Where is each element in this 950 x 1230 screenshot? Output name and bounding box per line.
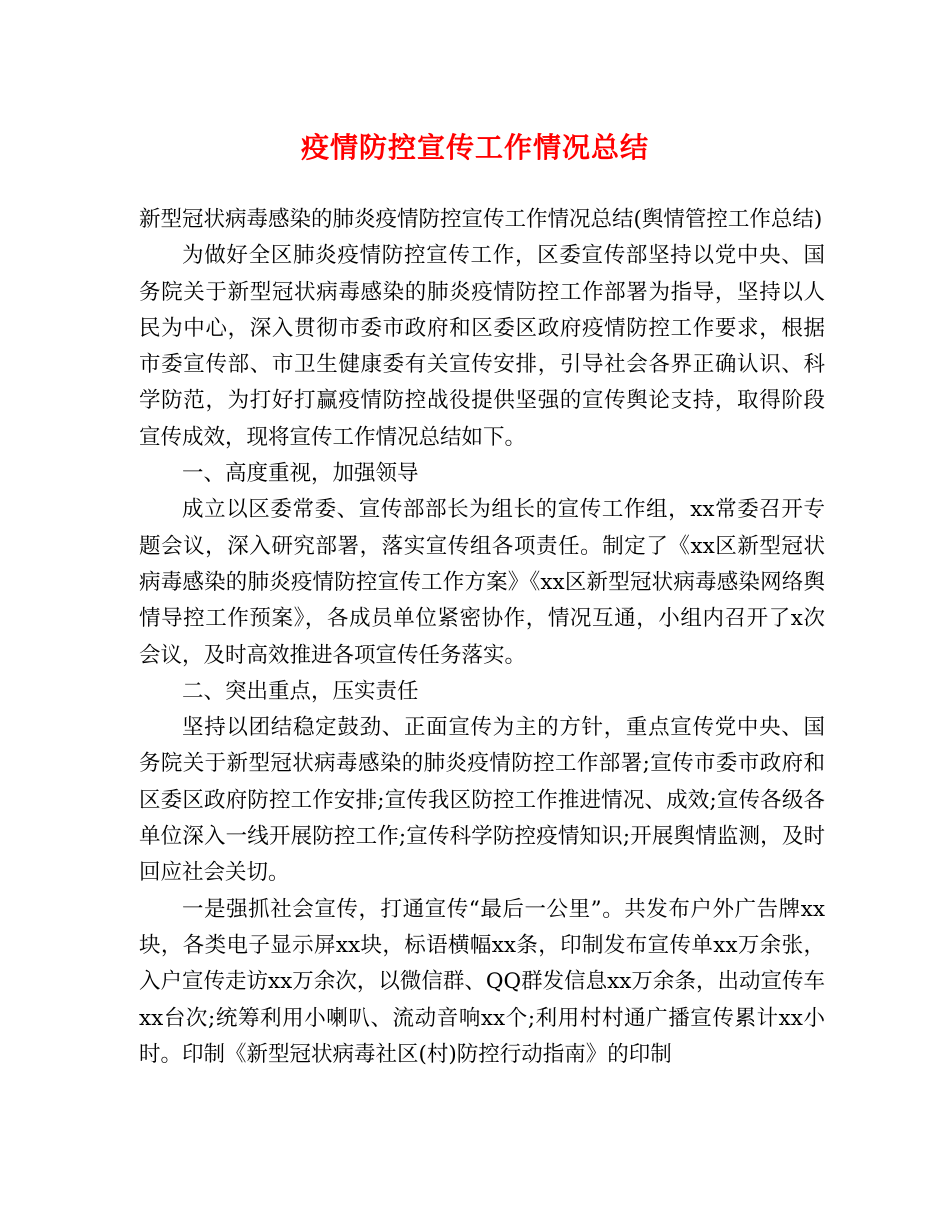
section-heading-2: 二、突出重点，压实责任: [182, 678, 419, 704]
section-1-paragraph: 成立以区委常委、宣传部部长为组长的宣传工作组，xx常委召开专题会议，深入研究部署，落实宣传组各项责任。制定了《xx区新型冠状病毒感染的肺炎疫情防控宣传工作方案》《xx区新型冠状病毒感染网络舆情导控工作预案》，各成员单位紧密协作，情况互通，小组内召开了x次会议，及时高效推进各项宣传任务落实。: [139, 497, 825, 668]
intro-paragraph: 为做好全区肺炎疫情防控宣传工作，区委宣传部坚持以党中央、国务院关于新型冠状病毒感染的肺炎疫情防控工作部署为指导，坚持以人民为中心，深入贯彻市委市政府和区委区政府疫情防控工作要求，根据市委宣传部、市卫生健康委有关宣传安排，引导社会各界正确认识、科学防范，为打好打赢疫情防控战役提供坚强的宣传舆论支持，取得阶段宣传成效，现将宣传工作情况总结如下。: [139, 243, 825, 450]
section-2-paragraph: 坚持以团结稳定鼓劲、正面宣传为主的方针，重点宣传党中央、国务院关于新型冠状病毒感染的肺炎疫情防控工作部署;宣传市委市政府和区委区政府防控工作安排;宣传我区防控工作推进情况、成效;宣传各级各单位深入一线开展防控工作;宣传科学防控疫情知识;开展舆情监测，及时回应社会关切。: [139, 715, 825, 886]
subtitle-paragraph: 新型冠状病毒感染的肺炎疫情防控宣传工作情况总结(舆情管控工作总结): [139, 207, 823, 232]
section-3-paragraph: 一是强抓社会宣传，打通宣传“最后一公里”。共发布户外广告牌xx块，各类电子显示屏xx块，标语横幅xx条，印制发布宣传单xx万余张，入户宣传走访xx万余次，以微信群、QQ群发信息xx万余条，出动宣传车xx台次;统筹利用小喇叭、流动音响xx个;利用村村通广播宣传累计xx小时。印制《新型冠状病毒社区(村)防控行动指南》的印制: [139, 896, 825, 1067]
section-heading-1: 一、高度重视，加强领导: [182, 461, 419, 487]
document-body: [139, 202, 825, 1073]
document-title: 疫情防控宣传工作情况总结: [300, 131, 649, 164]
